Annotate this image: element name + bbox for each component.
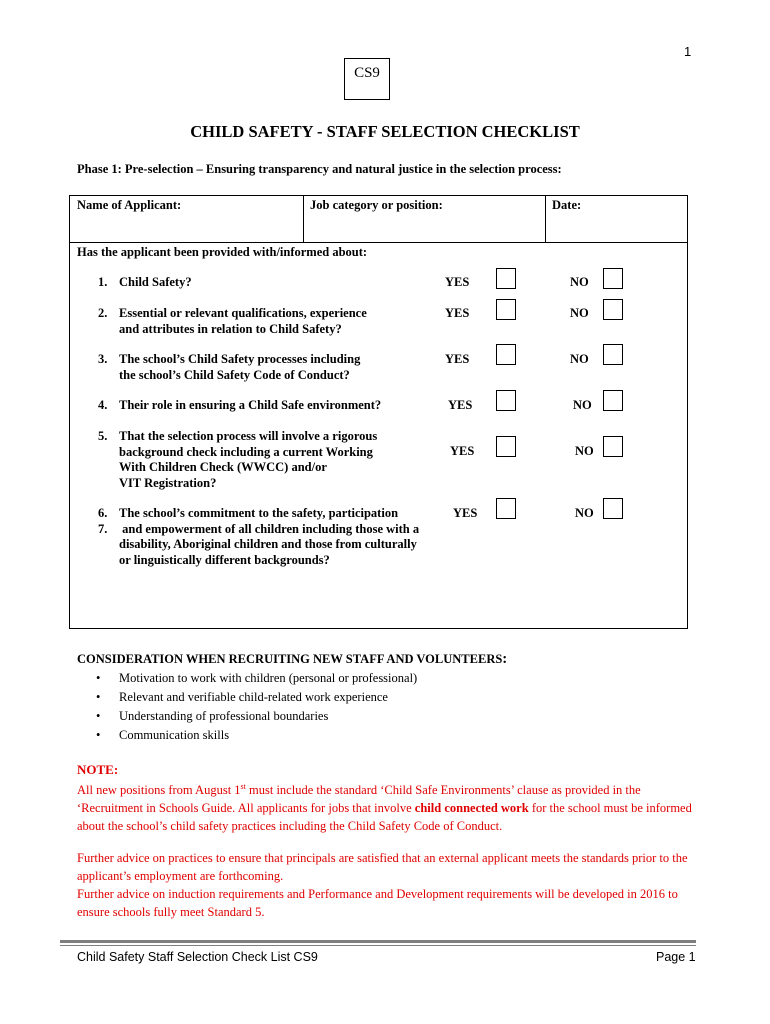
yes-label: YES bbox=[445, 306, 470, 320]
question-text: That the selection process will involve a rigorous bbox=[119, 429, 378, 443]
page-number-top: 1 bbox=[684, 44, 692, 59]
question-text: or linguistically different backgrounds? bbox=[119, 552, 330, 567]
divider bbox=[545, 195, 546, 243]
footer-title: Child Safety Staff Selection Check List CS9 bbox=[77, 950, 318, 964]
yes-checkbox-q1[interactable] bbox=[496, 268, 516, 289]
footer-page-number: Page 1 bbox=[656, 950, 696, 964]
question-number: 1. bbox=[98, 275, 108, 289]
yes-label: YES bbox=[453, 506, 478, 520]
question-text: Their role in ensuring a Child Safe environment? bbox=[119, 398, 382, 412]
yes-label: YES bbox=[445, 352, 470, 366]
list-item bbox=[96, 707, 417, 726]
no-checkbox-q1[interactable] bbox=[603, 268, 623, 289]
question-text: The school’s commitment to the safety, participation bbox=[119, 506, 399, 520]
note-paragraph-1 bbox=[77, 778, 702, 835]
bullet-icon: • bbox=[96, 690, 101, 704]
question-number: 6. bbox=[98, 506, 108, 520]
yes-label: YES bbox=[445, 275, 470, 289]
question-number: 5. bbox=[98, 429, 108, 443]
bullet-icon: • bbox=[96, 728, 101, 742]
consideration-list bbox=[96, 669, 417, 745]
question-text: and empowerment of all children including those with a bbox=[119, 521, 420, 536]
list-item bbox=[96, 669, 417, 688]
consideration-heading-colon: : bbox=[502, 651, 508, 667]
no-checkbox-q3[interactable] bbox=[603, 344, 623, 365]
yes-checkbox-q2[interactable] bbox=[496, 299, 516, 320]
question-number: 3. bbox=[98, 352, 108, 366]
list-item bbox=[96, 688, 417, 707]
consideration-heading bbox=[77, 651, 507, 668]
yes-label: YES bbox=[450, 444, 475, 458]
page-title: CHILD SAFETY - STAFF SELECTION CHECKLIST bbox=[190, 122, 580, 141]
question-text: and attributes in relation to Child Safety? bbox=[119, 321, 342, 336]
consideration-heading-text: CONSIDERATION WHEN RECRUITING NEW STAFF AND VOLUNTEERS bbox=[77, 652, 503, 666]
note-text: must include the standard ‘Child Safe Environments’ clause as provided in the ‘Recruitment in Schools Guide. All applicants for jobs that involve bbox=[77, 783, 641, 816]
yes-checkbox-q6[interactable] bbox=[496, 498, 516, 519]
question-number: 7. bbox=[98, 521, 108, 536]
question-text: With Children Check (WWCC) and/or bbox=[119, 460, 327, 474]
question-text: the school’s Child Safety Code of Conduct? bbox=[119, 367, 350, 382]
question-text: VIT Registration? bbox=[119, 475, 217, 490]
list-item-text: Communication skills bbox=[119, 728, 230, 742]
list-item-text: Understanding of professional boundaries bbox=[119, 709, 329, 723]
note-paragraph-2: Further advice on practices to ensure that principals are satisfied that an external applicant meets the standards prior to the applicant’s employment are forthcoming. bbox=[77, 851, 688, 883]
date-label: Date: bbox=[552, 198, 582, 212]
no-label: NO bbox=[575, 444, 594, 458]
list-item-text: Relevant and verifiable child-related work experience bbox=[119, 690, 388, 704]
note-heading: NOTE: bbox=[77, 762, 119, 777]
footer-rule bbox=[60, 945, 696, 946]
name-of-applicant-label: Name of Applicant: bbox=[77, 198, 182, 212]
no-label: NO bbox=[570, 275, 589, 289]
bullet-icon: • bbox=[96, 709, 101, 723]
question-text: disability, Aboriginal children and those from culturally bbox=[119, 537, 417, 551]
yes-checkbox-q3[interactable] bbox=[496, 344, 516, 365]
no-checkbox-q5[interactable] bbox=[603, 436, 623, 457]
question-number: 2. bbox=[98, 306, 108, 320]
no-label: NO bbox=[575, 506, 594, 520]
yes-label: YES bbox=[448, 398, 473, 412]
yes-checkbox-q4[interactable] bbox=[496, 390, 516, 411]
note-text: for the school must be informed about the school’s child safety practices including the Child Safety Code of Conduct. bbox=[77, 801, 692, 834]
no-label: NO bbox=[570, 352, 589, 366]
question-text: Essential or relevant qualifications, experience bbox=[119, 306, 367, 320]
no-label: NO bbox=[570, 306, 589, 320]
no-label: NO bbox=[573, 398, 592, 412]
phase-heading: Phase 1: Pre-selection – Ensuring transparency and natural justice in the selection process: bbox=[77, 162, 562, 176]
note-bold-text: child connected work bbox=[414, 801, 529, 816]
question-text: Child Safety? bbox=[119, 275, 192, 289]
list-item-text: Motivation to work with children (personal or professional) bbox=[119, 671, 418, 685]
note-superscript: st bbox=[240, 782, 246, 791]
footer-rule bbox=[60, 940, 696, 943]
checklist-intro: Has the applicant been provided with/informed about: bbox=[77, 245, 368, 259]
no-checkbox-q2[interactable] bbox=[603, 299, 623, 320]
no-checkbox-q4[interactable] bbox=[603, 390, 623, 411]
bullet-icon: • bbox=[96, 671, 101, 685]
note-text: All new positions from August 1 bbox=[77, 783, 241, 798]
question-text: background check including a current Working bbox=[119, 444, 373, 459]
no-checkbox-q6[interactable] bbox=[603, 498, 623, 519]
divider bbox=[303, 195, 304, 243]
question-number: 4. bbox=[98, 398, 108, 412]
yes-checkbox-q5[interactable] bbox=[496, 436, 516, 457]
form-code-box: CS9 bbox=[344, 58, 390, 100]
job-category-label: Job category or position: bbox=[310, 198, 443, 212]
question-text: The school’s Child Safety processes including bbox=[119, 352, 361, 366]
note-paragraph-3: Further advice on induction requirements and Performance and Development requirements will be developed in 2016 to ensure schools fully meet Standard 5. bbox=[77, 887, 678, 919]
list-item bbox=[96, 726, 417, 745]
